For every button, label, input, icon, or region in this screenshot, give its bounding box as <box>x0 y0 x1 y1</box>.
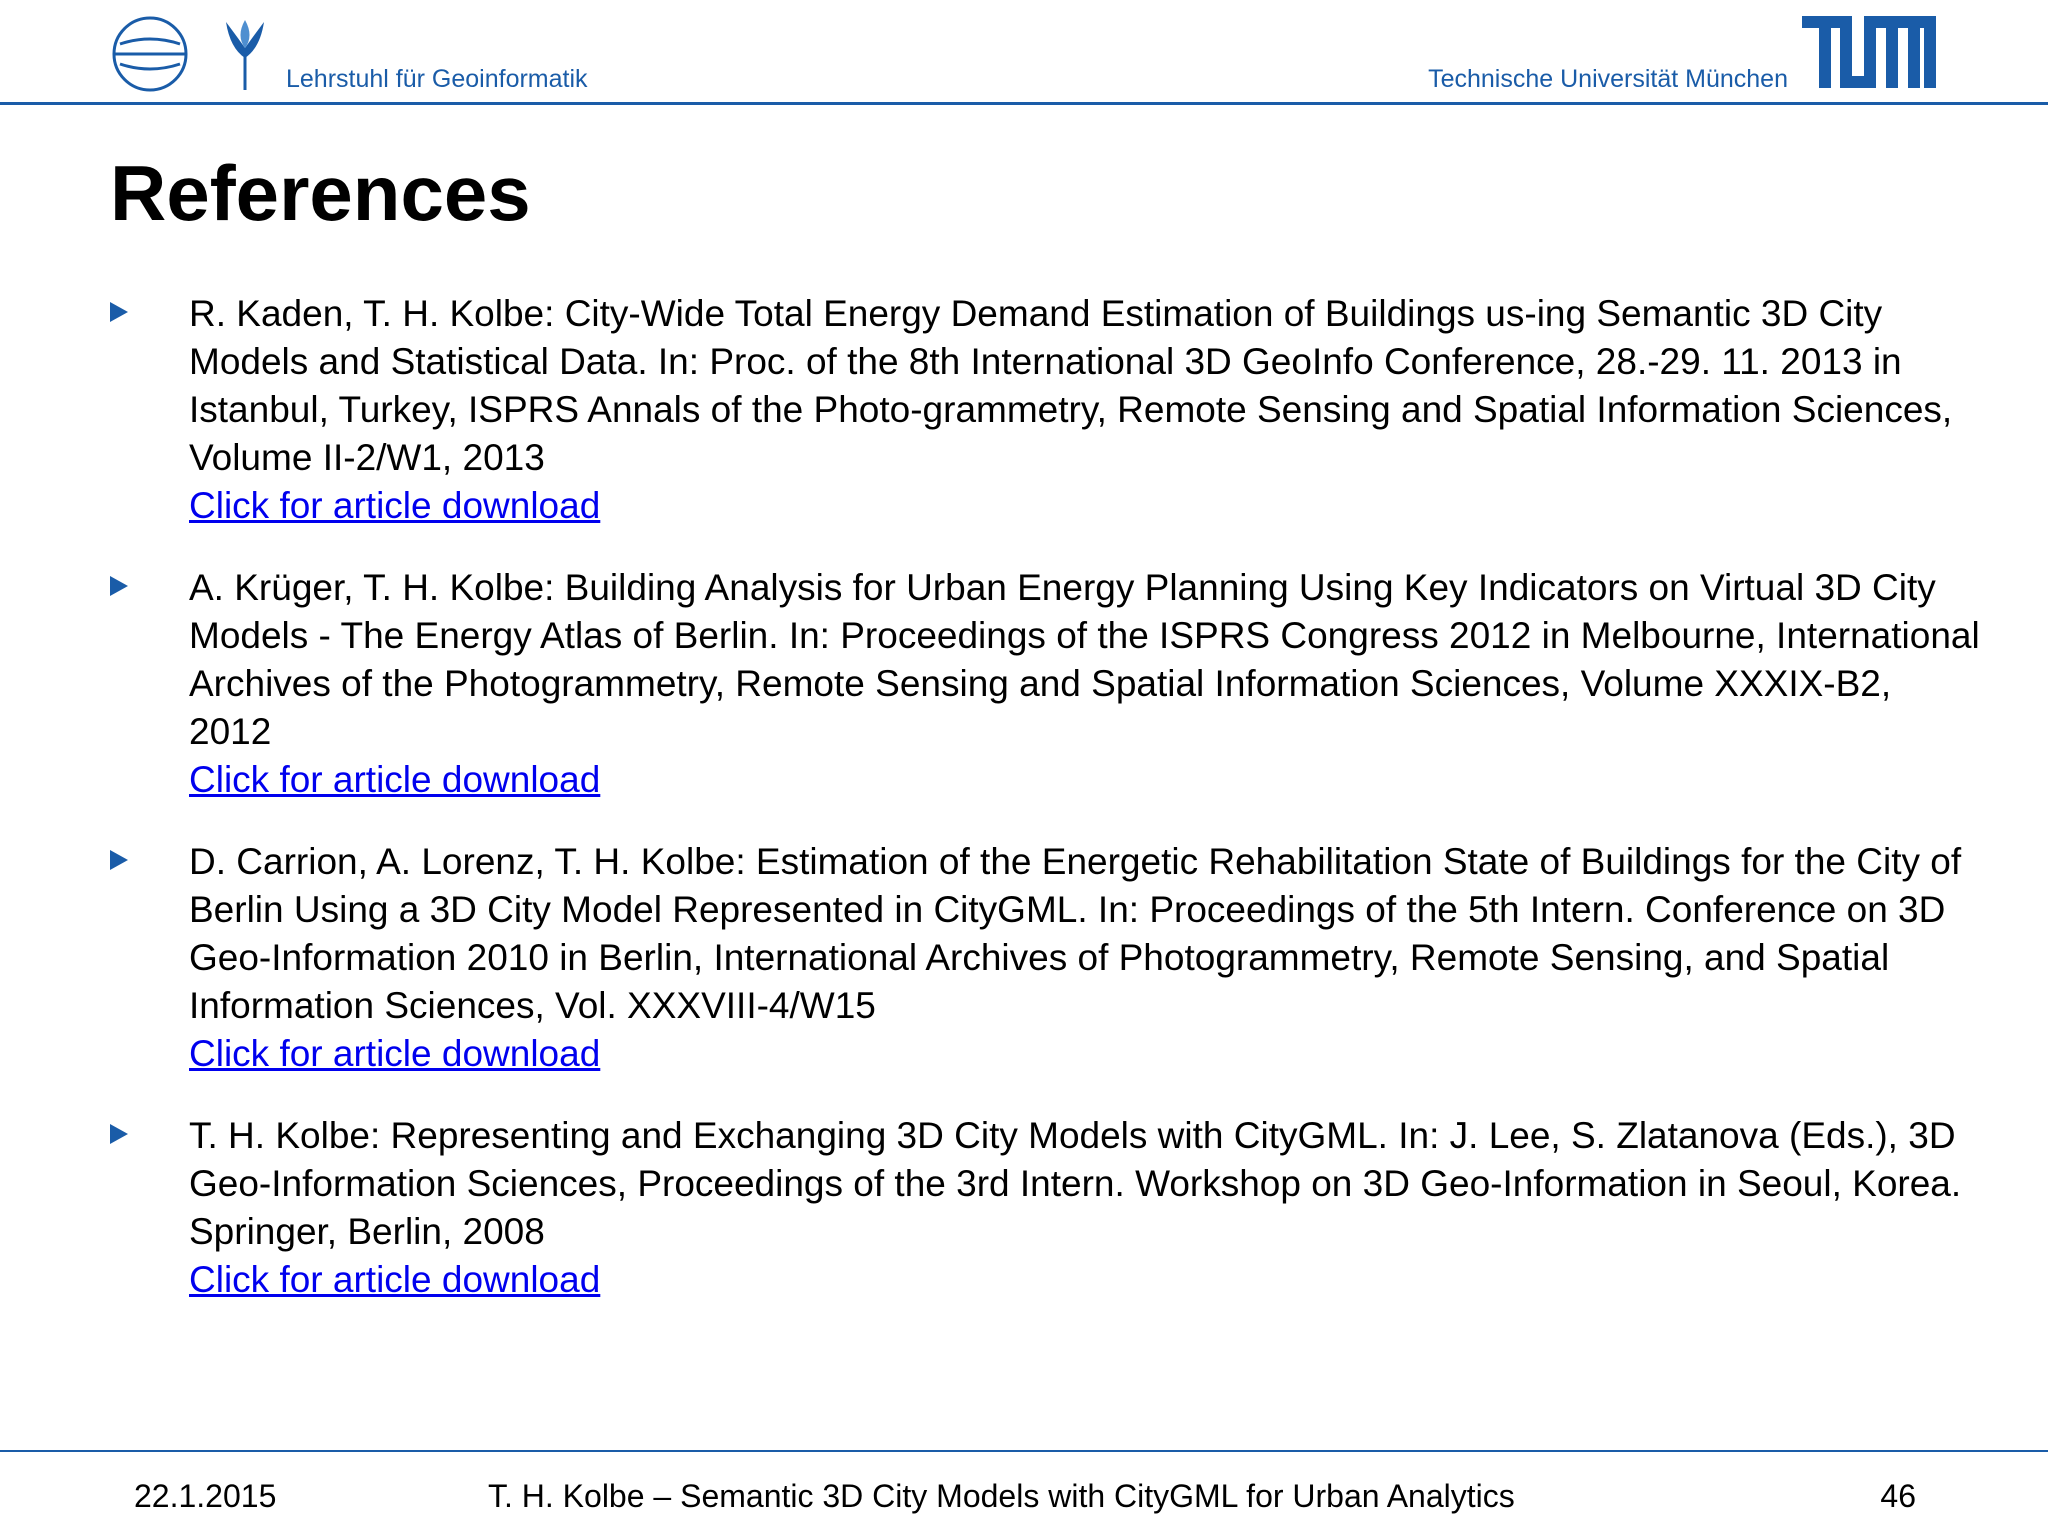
university-name: Technische Universität München <box>1428 65 1788 93</box>
header-divider <box>0 102 2048 105</box>
page-number: 46 <box>1880 1478 1916 1514</box>
chair-name: Lehrstuhl für Geoinformatik <box>286 65 588 93</box>
footer-date: 22.1.2015 <box>134 1478 277 1514</box>
chair-logo-icon <box>110 14 190 94</box>
bullet-arrow-icon <box>110 576 128 596</box>
reference-text: T. H. Kolbe: Representing and Exchanging 3D City Models with CityGML. In: J. Lee, S. Zlatanova (Eds.), 3D Geo-Information Sciences, Proceedings of the 3rd Intern. Workshop on 3D Geo-Information in Seoul, Korea. Springer, Berlin, 2008 <box>189 1115 1962 1252</box>
footer-title: T. H. Kolbe – Semantic 3D City Models with CityGML for Urban Analytics <box>488 1478 1515 1514</box>
bullet-arrow-icon <box>110 850 128 870</box>
bullet-arrow-icon <box>110 302 128 322</box>
list-item <box>110 290 1980 530</box>
list-item <box>110 564 1980 804</box>
list-item <box>110 1112 1980 1304</box>
tum-logo-icon <box>1802 16 1936 88</box>
article-download-link[interactable]: Click for article download <box>189 1033 601 1074</box>
slide-header <box>0 0 2048 100</box>
bullet-arrow-icon <box>110 1124 128 1144</box>
article-download-link[interactable]: Click for article download <box>189 759 601 800</box>
list-item <box>110 838 1980 1078</box>
article-download-link[interactable]: Click for article download <box>189 485 601 526</box>
reference-text: A. Krüger, T. H. Kolbe: Building Analysis for Urban Energy Planning Using Key Indicators on Virtual 3D City Models - The Energy Atlas of Berlin. In: Proceedings of the ISPRS Congress 2012 in Melbourne, International Archives of the Photogrammetry, Remote Sensing and Spatial Information Sciences, Volume XXXIX-B2, 2012 <box>189 567 1980 752</box>
page-title: References <box>110 149 531 237</box>
reference-text: R. Kaden, T. H. Kolbe: City-Wide Total Energy Demand Estimation of Buildings us-ing Semantic 3D City Models and Statistical Data. In: Proc. of the 8th International 3D GeoInfo Conference, 28.-29. 11. 2013 in Istanbul, Turkey, ISPRS Annals of the Photo-grammetry, Remote Sensing and Spatial Information Sciences, Volume II-2/W1, 2013 <box>189 293 1953 478</box>
plant-logo-icon <box>222 18 268 90</box>
reference-text: D. Carrion, A. Lorenz, T. H. Kolbe: Estimation of the Energetic Rehabilitation State of Buildings for the City of Berlin Using a 3D City Model Represented in CityGML. In: Proceedings of the 5th Intern. Conference on 3D Geo-Information 2010 in Berlin, International Archives of Photogrammetry, Remote Sensing, and Spatial Information Sciences, Vol. XXXVIII-4/W15 <box>189 841 1962 1026</box>
reference-list <box>110 290 1980 1338</box>
footer-divider <box>0 1450 2048 1452</box>
article-download-link[interactable]: Click for article download <box>189 1259 601 1300</box>
